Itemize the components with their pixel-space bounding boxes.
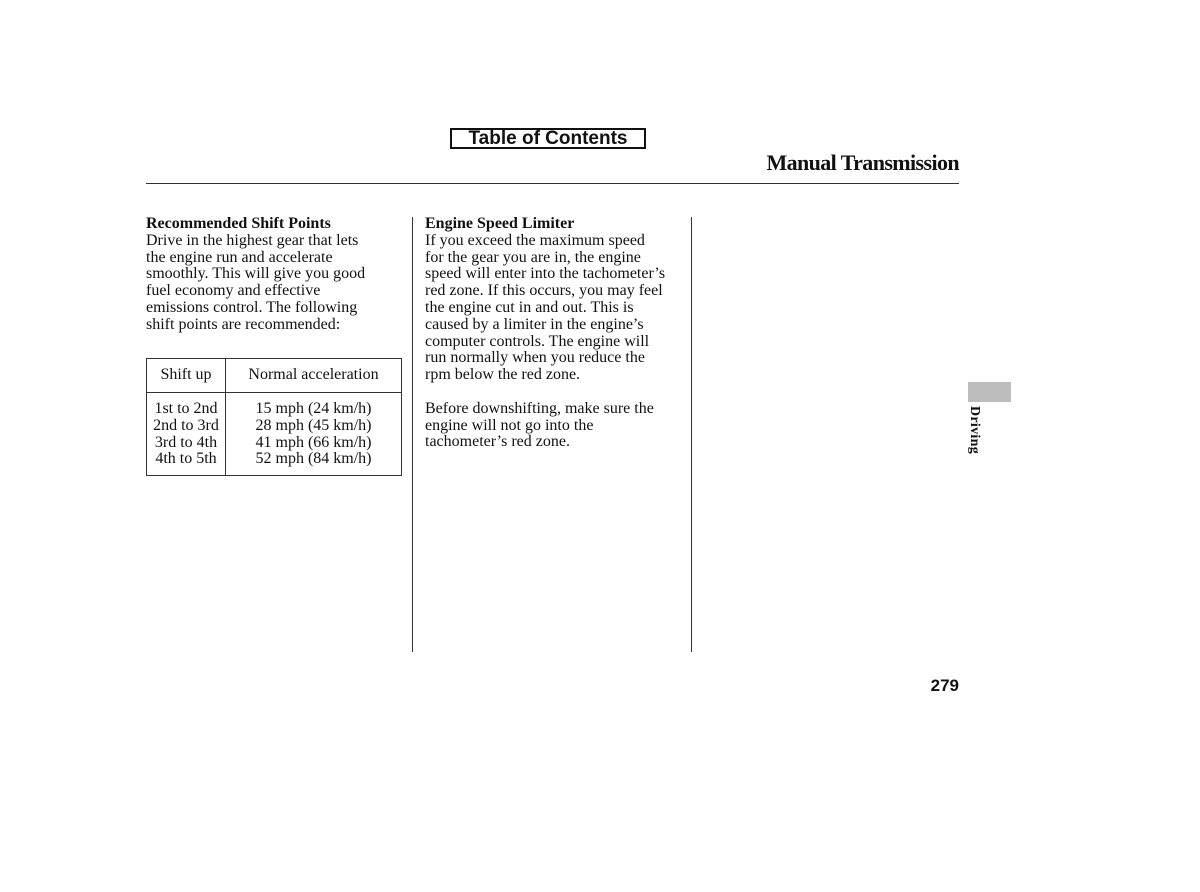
column-divider-left	[412, 217, 413, 652]
table-cell-shift: 2nd to 3rd	[147, 418, 226, 435]
page-title: Manual Transmission	[766, 150, 959, 175]
header-rule	[146, 183, 959, 184]
table-cell-shift: 1st to 2nd	[147, 393, 226, 418]
table-cell-speed: 41 mph (66 km/h)	[226, 435, 402, 452]
table-header-normal-acceleration: Normal acceleration	[226, 359, 402, 393]
section-heading-shift-points: Recommended Shift Points	[146, 215, 331, 232]
table-row	[147, 418, 402, 435]
speed-limiter-paragraph: If you exceed the maximum speed for the gear you are in, the engine speed will enter into the tachometer’s red zone. If this occurs, you may feel the engine cut in and out. This is caused by a limiter in the engine’s computer controls. The engine will run normally when you reduce the rpm below the red zone.	[425, 231, 666, 384]
middle-column	[425, 216, 687, 451]
table-row	[147, 435, 402, 452]
page-number: 279	[930, 676, 959, 695]
table-header-row	[147, 359, 402, 393]
table-row	[147, 451, 402, 475]
table-cell-shift: 3rd to 4th	[147, 435, 226, 452]
downshift-paragraph: Before downshifting, make sure the engine will not go into the tachometer’s red zone.	[425, 399, 654, 451]
table-cell-speed: 28 mph (45 km/h)	[226, 418, 402, 435]
table-cell-speed: 15 mph (24 km/h)	[226, 393, 402, 418]
table-header-shift-up: Shift up	[147, 359, 226, 393]
table-cell-shift: 4th to 5th	[147, 451, 226, 475]
section-heading-speed-limiter: Engine Speed Limiter	[425, 215, 575, 232]
table-cell-speed: 52 mph (84 km/h)	[226, 451, 402, 475]
table-row	[147, 393, 402, 418]
table-of-contents-button[interactable]: Table of Contents	[450, 128, 646, 149]
section-tab-marker	[968, 382, 1011, 402]
column-divider-right	[691, 217, 692, 652]
shift-points-table	[146, 358, 402, 476]
shift-points-paragraph: Drive in the highest gear that lets the engine run and accelerate smoothly. This will give you good fuel economy and effective emissions control. The following shift points are recommended:	[146, 231, 366, 333]
left-column	[146, 216, 406, 334]
section-tab-label: Driving	[967, 406, 982, 454]
